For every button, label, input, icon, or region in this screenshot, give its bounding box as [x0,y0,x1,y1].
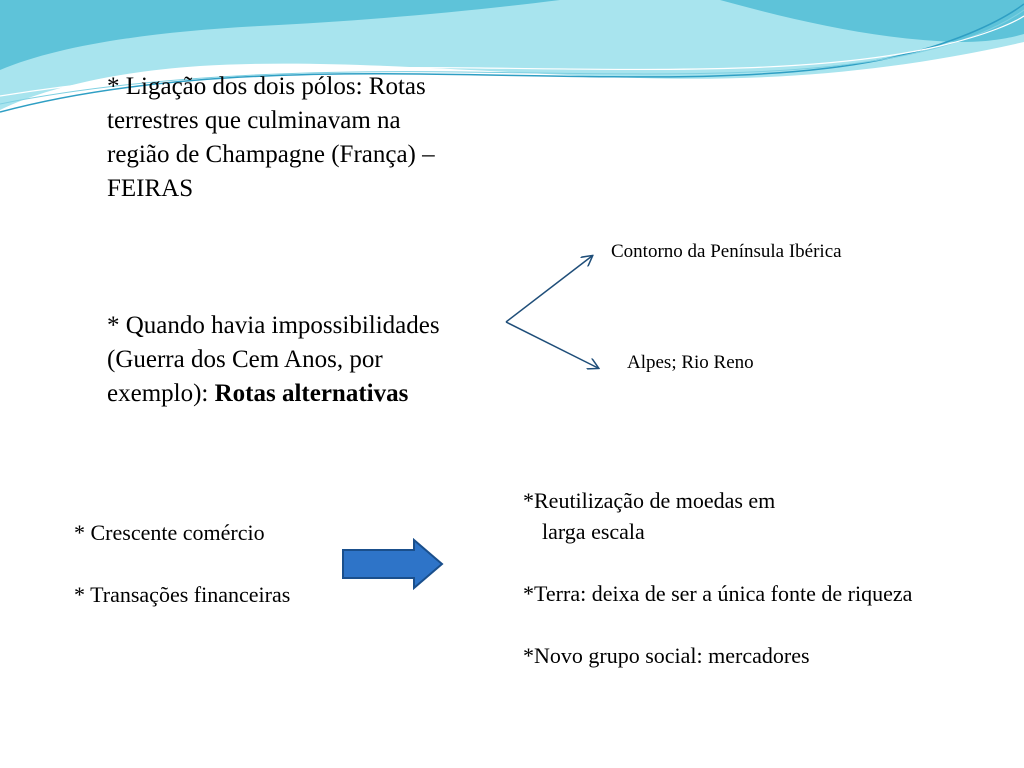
list-spacer [74,548,290,580]
route-label-alpes: Alpes; Rio Reno [627,352,754,373]
arrow-down-right-icon [506,322,598,368]
rotas-alternativas-bold: Rotas alternativas [214,380,409,407]
route-label-iberica: Contorno da Península Ibérica [611,241,842,262]
list-spacer [523,547,912,578]
consequences-list [523,485,912,671]
list-item-comercio: * Crescente comércio [74,520,265,545]
list-item-moedas-continued: larga escala [542,519,645,544]
alternativas-line-2: (Guerra dos Cem Anos, por [107,346,383,373]
rotas-line-2: terrestres que culminavam na [107,107,401,134]
list-item-moedas: *Reutilização de moedas em [523,488,776,513]
list-item-transacoes: * Transações financeiras [74,582,291,607]
list-item-mercadores: *Novo grupo social: mercadores [523,643,810,668]
rotas-line-3: região de Champagne (França) – [107,141,435,168]
rotas-line-1: * Ligação dos dois pólos: Rotas [107,73,426,100]
rotas-line-4: FEIRAS [107,175,194,202]
causes-list [74,518,290,610]
list-item-terra: *Terra: deixa de ser a única fonte de riqueza [523,581,913,606]
rotas-alternativas-text [107,309,527,411]
block-arrow-right-icon [340,538,445,590]
alternativas-line-3 [107,377,527,411]
rotas-terrestres-text [107,70,527,206]
branch-arrows [500,250,610,375]
list-spacer [523,609,912,640]
alternativas-line-3-prefix: exemplo): [107,380,215,407]
alternativas-line-1: * Quando havia impossibilidades [107,312,440,339]
arrow-up-right-icon [506,256,592,322]
